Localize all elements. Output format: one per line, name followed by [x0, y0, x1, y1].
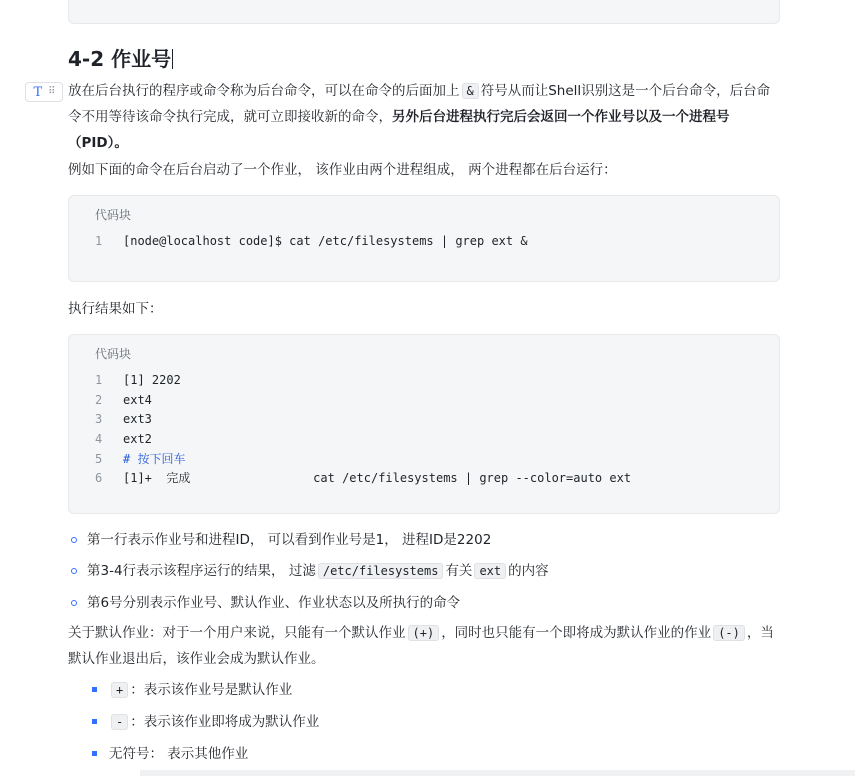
list-item-text: 的内容 [508, 563, 549, 579]
intro-paragraph [68, 78, 780, 156]
code-text: ext3 [123, 412, 152, 427]
code-text: ext2 [123, 432, 152, 447]
sub-list-item [92, 709, 319, 735]
sub-list-item-text: 无符号： 表示其他作业 [109, 746, 249, 762]
code-text: [node@localhost code]$ cat /etc/filesystems | grep ext & [123, 234, 528, 248]
code-text: [1] 2202 [123, 373, 181, 387]
default-job-text-3: ，当默认作业退出后，该作业会成为默认作业。 [68, 625, 774, 667]
line-number: 5 [95, 451, 103, 466]
code-line [95, 469, 769, 489]
heading-text: 4-2 作业号 [68, 47, 172, 71]
sub-list-item [92, 741, 248, 767]
bullet-square-icon [92, 751, 97, 756]
inline-code-path: /etc/filesystems [318, 563, 444, 579]
code-text: ext4 [123, 392, 152, 407]
list-item [68, 527, 491, 553]
code-text: [1]+ 完成 cat /etc/filesystems | grep --color=auto ext [123, 471, 632, 486]
code-line [95, 410, 769, 430]
list-item-text: 第3-4行表示该程序运行的结果， 过滤 [87, 563, 316, 579]
line-number: 1 [95, 373, 103, 387]
code-block-label: 代码块 [95, 347, 132, 361]
inline-code-amp: & [462, 83, 479, 99]
bullet-square-icon [92, 687, 97, 692]
text-block-icon: T [33, 84, 43, 100]
code-comment: # 按下回车 [123, 451, 186, 466]
sub-list-item-text: ：表示该作业即将成为默认作业 [130, 714, 320, 730]
code-line [95, 430, 769, 450]
line-number: 3 [95, 412, 103, 427]
previous-code-block [68, 0, 780, 24]
list-item-text: 第一行表示作业号和进程ID， 可以看到作业号是1， 进程ID是2202 [87, 532, 492, 548]
list-item-text: 第6号分别表示作业号、默认作业、作业状态以及所执行的命令 [87, 595, 461, 611]
intro-text-2: 符号从而让Shell识别这是一个后台命令，后台命令不用等待该命令执行完成，就可立即接收新的命令， [68, 83, 771, 125]
line-number: 6 [95, 471, 103, 486]
horizontal-scrollbar[interactable] [140, 770, 855, 776]
list-item-text: 有关 [445, 563, 473, 579]
intro-text-1: 放在后台执行的程序或命令称为后台命令，可以在命令的后面加上 [68, 83, 460, 99]
sub-list-item [92, 677, 292, 703]
inline-code-plus: (+) [408, 625, 440, 641]
code-block-command[interactable] [68, 195, 780, 282]
default-job-paragraph [68, 620, 780, 672]
line-number: 2 [95, 392, 103, 407]
bullet-circle-icon [71, 568, 77, 574]
inline-code-minus: (-) [713, 625, 745, 641]
bullet-square-icon [92, 719, 97, 724]
drag-handle-icon[interactable]: ⠿ [48, 86, 55, 97]
code-block-label: 代码块 [95, 208, 132, 222]
line-number: 4 [95, 432, 103, 447]
inline-code-minus: - [111, 714, 128, 730]
line-number: 1 [95, 234, 103, 248]
code-line [95, 391, 769, 411]
list-item [68, 558, 549, 584]
block-handle[interactable] [25, 82, 63, 102]
code-line [95, 232, 769, 252]
section-heading[interactable] [68, 44, 173, 74]
code-line [95, 371, 769, 391]
bullet-circle-icon [71, 537, 77, 543]
text-cursor [172, 49, 173, 69]
sub-list-item-text: ：表示该作业号是默认作业 [130, 682, 293, 698]
intro-bold-text: 另外后台进程执行完后会返回一个作业号以及一个进程号（PID）。 [68, 109, 730, 151]
default-job-text-1: 关于默认作业：对于一个用户来说，只能有一个默认作业 [68, 625, 406, 641]
inline-code-ext: ext [474, 563, 506, 579]
example-paragraph: 例如下面的命令在后台启动了一个作业， 该作业由两个进程组成， 两个进程都在后台运行： [68, 162, 617, 178]
inline-code-plus: + [111, 682, 128, 698]
code-block-result[interactable] [68, 334, 780, 514]
code-line [95, 450, 769, 470]
list-item [68, 590, 460, 616]
default-job-text-2: ，同时也只能有一个即将成为默认作业的作业 [441, 625, 712, 641]
result-paragraph: 执行结果如下： [68, 301, 163, 317]
bullet-circle-icon [71, 600, 77, 606]
